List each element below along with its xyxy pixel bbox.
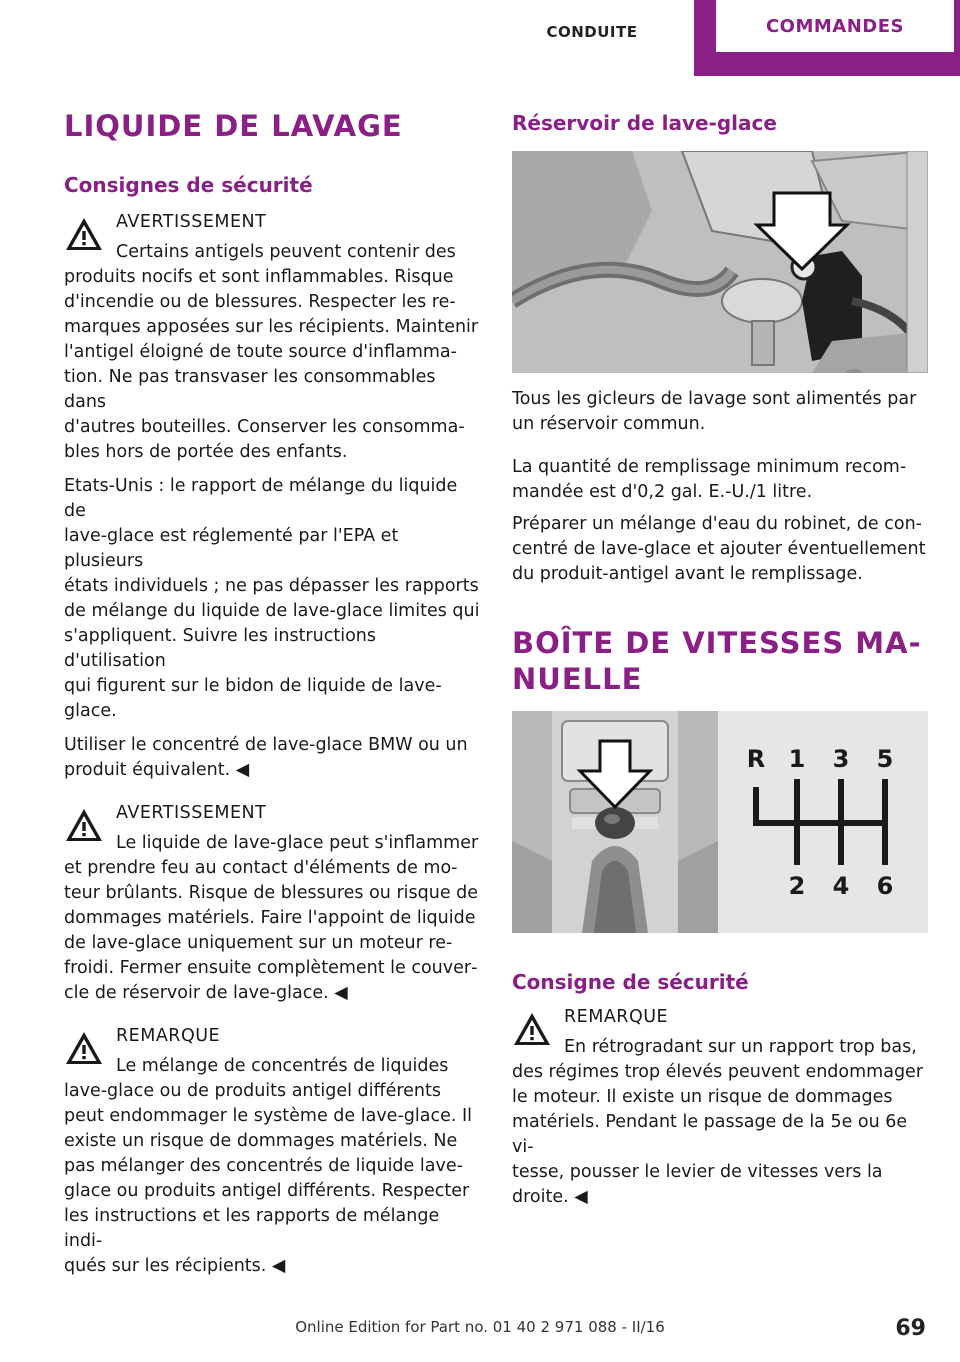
text-line: droite. ◀ [512, 1187, 588, 1207]
gear-label-1: 1 [788, 745, 806, 773]
text-line: du produit-antigel avant le remplissage. [512, 564, 863, 584]
text-line: de mélange du liquide de lave-glace limites qui [64, 601, 480, 621]
text-line: de lave-glace uniquement sur un moteur re‐ [64, 933, 453, 953]
text-line: teur brûlants. Risque de blessures ou risque de [64, 883, 479, 903]
text-line: des régimes trop élevés peuvent endommager [512, 1062, 924, 1082]
left-column [64, 108, 482, 1279]
text-line: qui figurent sur le bidon de liquide de lave‐ [64, 676, 442, 696]
notice-text: Certains antigels peuvent contenir des [116, 242, 456, 262]
text-line: s'appliquent. Suivre les instructions d'utilisation [64, 626, 376, 671]
page-number: 69 [895, 1316, 926, 1341]
figure-manual-gearbox [512, 711, 928, 933]
notice-kind: AVERTISSEMENT [116, 803, 267, 823]
note-block-melange [64, 1024, 482, 1279]
text-line: d'incendie ou de blessures. Respecter les re‐ [64, 292, 456, 312]
text-line: cle de réservoir de lave-glace. ◀ [64, 983, 348, 1003]
notice-text: Le mélange de concentrés de liquides [116, 1056, 449, 1076]
text-line: Préparer un mélange d'eau du robinet, de con‐ [512, 514, 922, 534]
paragraph-quantite-remplissage [512, 455, 928, 505]
text-line: glace. [64, 701, 117, 721]
gear-label-R: R [746, 745, 766, 773]
text-line: matériels. Pendant le passage de la 5e ou 6e vi‐ [512, 1112, 908, 1157]
text-line: d'autres bouteilles. Conserver les consomma‐ [64, 417, 465, 437]
footer-edition: Online Edition for Part no. 01 40 2 971 088 - II/16 [295, 1318, 665, 1336]
paragraph-etats-unis [64, 474, 482, 724]
notice-text-lines [64, 1079, 482, 1279]
text-line: lave-glace est réglementé par l'EPA et plusieurs [64, 526, 399, 571]
tab-commandes-label: COMMANDES [716, 0, 954, 52]
warning-triangle-icon [512, 1011, 552, 1047]
notice-kind: AVERTISSEMENT [116, 212, 267, 232]
paragraph-gicleurs [512, 387, 928, 437]
gear-label-3: 3 [832, 745, 850, 773]
heading-reservoir-lave-glace: Réservoir de lave-glace [512, 111, 777, 135]
text-line: le moteur. Il existe un risque de dommages [512, 1087, 893, 1107]
title-line-1: BOÎTE DE VITESSES MA‐ [512, 626, 922, 660]
text-line: produits nocifs et sont inflammables. Risque [64, 267, 454, 287]
text-line: tesse, pousser le levier de vitesses vers la [512, 1162, 883, 1182]
heading-consignes-securite: Consignes de sécurité [64, 173, 313, 197]
text-line: et prendre feu au contact d'éléments de mo‐ [64, 858, 458, 878]
text-line: produit équivalent. ◀ [64, 760, 250, 780]
engine-bay-illustration [512, 151, 928, 373]
warning-triangle-icon [64, 807, 104, 843]
heading-consigne-securite: Consigne de sécurité [512, 970, 749, 994]
text-line: marques apposées sur les récipients. Maintenir [64, 317, 479, 337]
notice-text-lines [512, 1060, 928, 1210]
notice-text: En rétrogradant sur un rapport trop bas, [564, 1037, 917, 1057]
notice-text-lines [64, 265, 482, 465]
notice-text-lines [64, 856, 482, 1006]
text-line: dommages matériels. Faire l'appoint de liquide [64, 908, 476, 928]
text-line: existe un risque de dommages matériels. Ne [64, 1131, 458, 1151]
text-line: pas mélanger des concentrés de liquide lave‐ [64, 1156, 463, 1176]
warning-block-inflammable [64, 801, 482, 1006]
note-block-retrogradage [512, 1005, 928, 1210]
text-line: qués sur les récipients. ◀ [64, 1256, 286, 1276]
gear-label-6: 6 [876, 872, 894, 900]
tab-conduite[interactable]: CONDUITE [546, 23, 638, 41]
tab-commandes-active[interactable] [694, 0, 960, 76]
text-line: Utiliser le concentré de lave-glace BMW ou un [64, 735, 468, 755]
title-line-2: NUELLE [512, 662, 643, 696]
notice-text: Le liquide de lave-glace peut s'inflammer [116, 833, 479, 853]
text-line: froidi. Fermer ensuite complètement le couver‐ [64, 958, 478, 978]
section-title-boite-vitesses [512, 625, 928, 697]
text-line: centré de lave-glace et ajouter éventuellement [512, 539, 926, 559]
text-line: l'antigel éloigné de toute source d'inflamma‐ [64, 342, 457, 362]
text-line: un réservoir commun. [512, 414, 706, 434]
notice-kind: REMARQUE [564, 1007, 669, 1027]
gearbox-illustration [512, 711, 928, 933]
text-line: glace ou produits antigel différents. Respecter [64, 1181, 470, 1201]
paragraph-preparer-melange [512, 512, 928, 587]
figure-reservoir-engine-bay [512, 151, 928, 373]
text-line: les instructions et les rapports de mélange indi‐ [64, 1206, 440, 1251]
notice-kind: REMARQUE [116, 1026, 221, 1046]
paragraph-concentre-bmw [64, 733, 482, 783]
text-line: Etats-Unis : le rapport de mélange du liquide de [64, 476, 458, 521]
text-line: peut endommager le système de lave-glace. Il [64, 1106, 472, 1126]
text-line: états individuels ; ne pas dépasser les rapports [64, 576, 479, 596]
gear-label-5: 5 [876, 745, 894, 773]
gear-label-4: 4 [832, 872, 850, 900]
text-line: La quantité de remplissage minimum recom‐ [512, 457, 907, 477]
warning-triangle-icon [64, 216, 104, 252]
text-line: lave-glace ou de produits antigel différents [64, 1081, 441, 1101]
right-column [512, 110, 928, 1210]
warning-block-antigel [64, 210, 482, 465]
chapter-tabs [508, 0, 928, 76]
warning-triangle-icon [64, 1030, 104, 1066]
text-line: bles hors de portée des enfants. [64, 442, 348, 462]
text-line: Tous les gicleurs de lavage sont alimentés par [512, 389, 917, 409]
text-line: tion. Ne pas transvaser les consommables dans [64, 367, 436, 412]
section-title-liquide-de-lavage: LIQUIDE DE LAVAGE [64, 109, 403, 143]
text-line: mandée est d'0,2 gal. E.-U./1 litre. [512, 482, 813, 502]
gear-label-2: 2 [788, 872, 806, 900]
